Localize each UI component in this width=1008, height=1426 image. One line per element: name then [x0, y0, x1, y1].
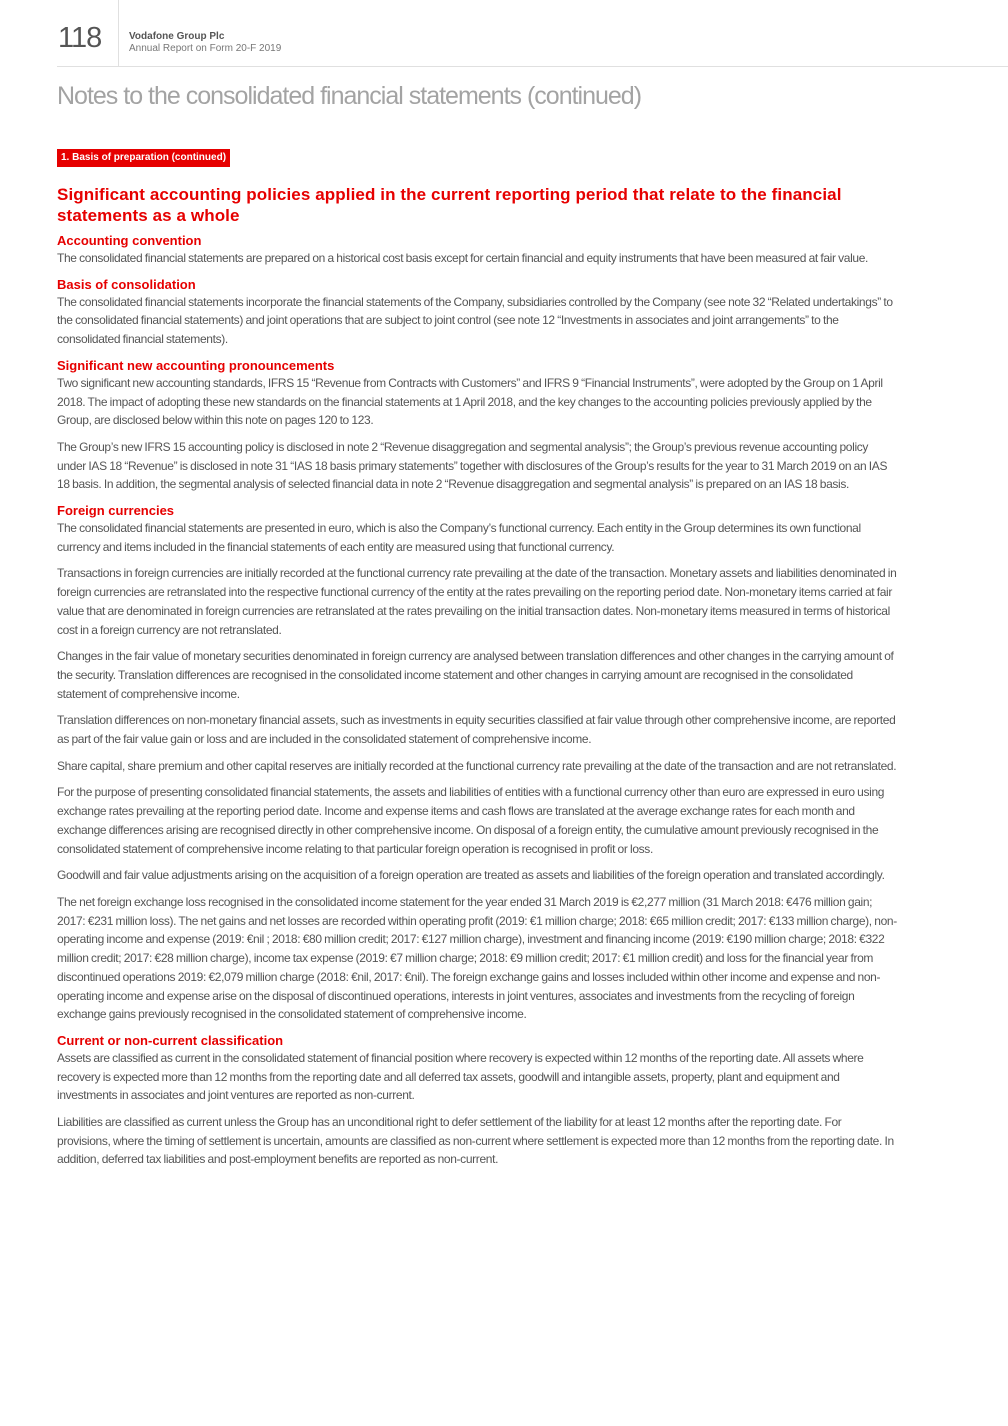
paragraph: Transactions in foreign currencies are initially recorded at the functional currency rate prevailing at the date of the transaction. Monetary assets and liabilities denominated in foreign currencies are retranslated into the respective functional currency of the entity at the rates prevailing on the reporting period date. Non-monetary items carried at fair value that are denominated in foreign currencies are retranslated at the rates prevailing on the initial transaction dates. Non-monetary items measured in terms of historical cost in a foreign currency are not retranslated. — [57, 566, 897, 637]
main-content — [57, 184, 897, 1177]
section-current-classification — [57, 1032, 897, 1169]
section-heading: Basis of consolidation — [57, 276, 196, 292]
paragraph: Liabilities are classified as current unless the Group has an unconditional right to defer settlement of the liability for at least 12 months after the reporting date. For provisions, where the timing of settlement is uncertain, amounts are classified as non-current where settlement is expected more than 12 months from the reporting date. In addition, deferred tax liabilities and post-employment benefits are reported as non-current. — [57, 1115, 894, 1167]
paragraph: The net foreign exchange loss recognised in the consolidated income statement for the year ended 31 March 2019 is €2,277 million (31 March 2018: €476 million gain; 2017: €231 million loss). The net gains and net losses are recorded within operating profit (2019: €1 million charge; 2018: €65 million credit; 2017: €133 million charge), non-operating income and expense (2019: €nil ; 2018: €80 million credit; 2017: €127 million charge), investment and financing income (2019: €190 million charge; 2018: €322 million credit; 2017: €28 million charge), income tax expense (2019: €7 million charge; 2018: €9 million credit; 2017: €1 million credit) and loss for the financial year from discontinued operations 2019: €2,079 million charge (2018: €nil, 2017: €nil). The foreign exchange gains and losses included within other income and expense and non-operating income and expense arise on the disposal of discontinued operations, interests in joint ventures, associates and investments from the recycling of foreign exchange gains previously recognised in the consolidated statement of comprehensive income. — [57, 894, 897, 1022]
section-heading: Accounting convention — [57, 233, 202, 248]
paragraph: Translation differences on non-monetary financial assets, such as investments in equity securities classified at fair value through other comprehensive income, are reported as part of the fair value gain or loss and are included in the consolidated statement of comprehensive income. — [57, 713, 896, 747]
company-name: Vodafone Group Plc — [129, 31, 225, 42]
paragraph: The consolidated financial statements are prepared on a historical cost basis except for certain financial and equity instruments that have been measured at fair value. — [57, 251, 869, 265]
section-tag: 1. Basis of preparation (continued) — [57, 149, 230, 167]
header-divider — [118, 0, 119, 66]
report-name: Annual Report on Form 20-F 2019 — [129, 43, 282, 54]
section-heading: Significant new accounting pronouncements — [57, 357, 335, 373]
paragraph: For the purpose of presenting consolidated financial statements, the assets and liabilities of entities with a functional currency other than euro are expressed in euro using exchange rates prevailing at the reporting period date. Income and expense items and cash flows are translated at the average exchange rates for each month and exchange differences arising are recognised directly in other comprehensive income. On disposal of a foreign entity, the cumulative amount previously recognised in the consolidated statement of comprehensive income relating to that particular foreign operation is recognised in profit or loss. — [57, 785, 885, 856]
section-heading: Current or non-current classification — [57, 1032, 284, 1048]
paragraph: Two significant new accounting standards, IFRS 15 “Revenue from Contracts with Customers” and IFRS 9 “Financial Instruments”, were adopted by the Group on 1 April 2018. The impact of adopting these new standards on the financial statements at 1 April 2018, and the key changes to the accounting policies previously applied by the Group, are disclosed below within this note on pages 120 to 123. — [57, 375, 883, 428]
paragraph: The consolidated financial statements incorporate the financial statements of the Company, subsidiaries controlled by the Company (see note 32 “Related undertakings” to the consolidated financial statements) and joint operations that are subject to joint control (see note 12 “Investments in associates and joint arrangements” to the consolidated financial statements). — [57, 294, 893, 347]
section-new-pronouncements — [57, 357, 897, 494]
main-heading: Significant accounting policies applied in the current reporting period that relate to the financial statements as a whole — [57, 185, 842, 225]
section-basis-of-consolidation — [57, 276, 897, 349]
section-accounting-convention — [57, 232, 897, 268]
section-foreign-currencies — [57, 502, 897, 1024]
paragraph: The Group’s new IFRS 15 accounting policy is disclosed in note 2 “Revenue disaggregation and segmental analysis”; the Group’s previous revenue accounting policy under IAS 18 “Revenue” is disclosed in note 31 “IAS 18 basis primary statements” together with disclosures of the Group’s results for the year to 31 March 2019 on an IAS 18 basis. In addition, the segmental analysis of selected financial data in note 2 “Revenue disaggregation and segmental analysis” is prepared on an IAS 18 basis. — [57, 439, 888, 492]
paragraph: Share capital, share premium and other capital reserves are initially recorded at the functional currency rate prevailing at the date of the transaction and are not retranslated. — [57, 758, 897, 773]
paragraph: The consolidated financial statements are presented in euro, which is also the Company’s functional currency. Each entity in the Group determines its own functional currency and items included in the financial statements of each entity are measured using that functional currency. — [57, 521, 861, 554]
paragraph: Goodwill and fair value adjustments arising on the acquisition of a foreign operation are treated as assets and liabilities of the foreign operation and translated accordingly. — [57, 868, 885, 883]
paragraph: Changes in the fair value of monetary securities denominated in foreign currency are analysed between translation differences and other changes in the carrying amount of the security. Translation differences are recognised in the consolidated income statement and other changes in carrying amount are recognised in the consolidated statement of comprehensive income. — [57, 649, 894, 701]
paragraph: Assets are classified as current in the consolidated statement of financial position where recovery is expected within 12 months of the reporting date. All assets where recovery is expected more than 12 months from the reporting date and all deferred tax assets, goodwill and intangible assets, property, plant and equipment and investments in associates and joint ventures are reported as non-current. — [57, 1050, 864, 1103]
section-heading: Foreign currencies — [57, 503, 175, 519]
page-number: 118 — [58, 22, 102, 54]
page-title: Notes to the consolidated financial statements (continued) — [57, 82, 642, 110]
